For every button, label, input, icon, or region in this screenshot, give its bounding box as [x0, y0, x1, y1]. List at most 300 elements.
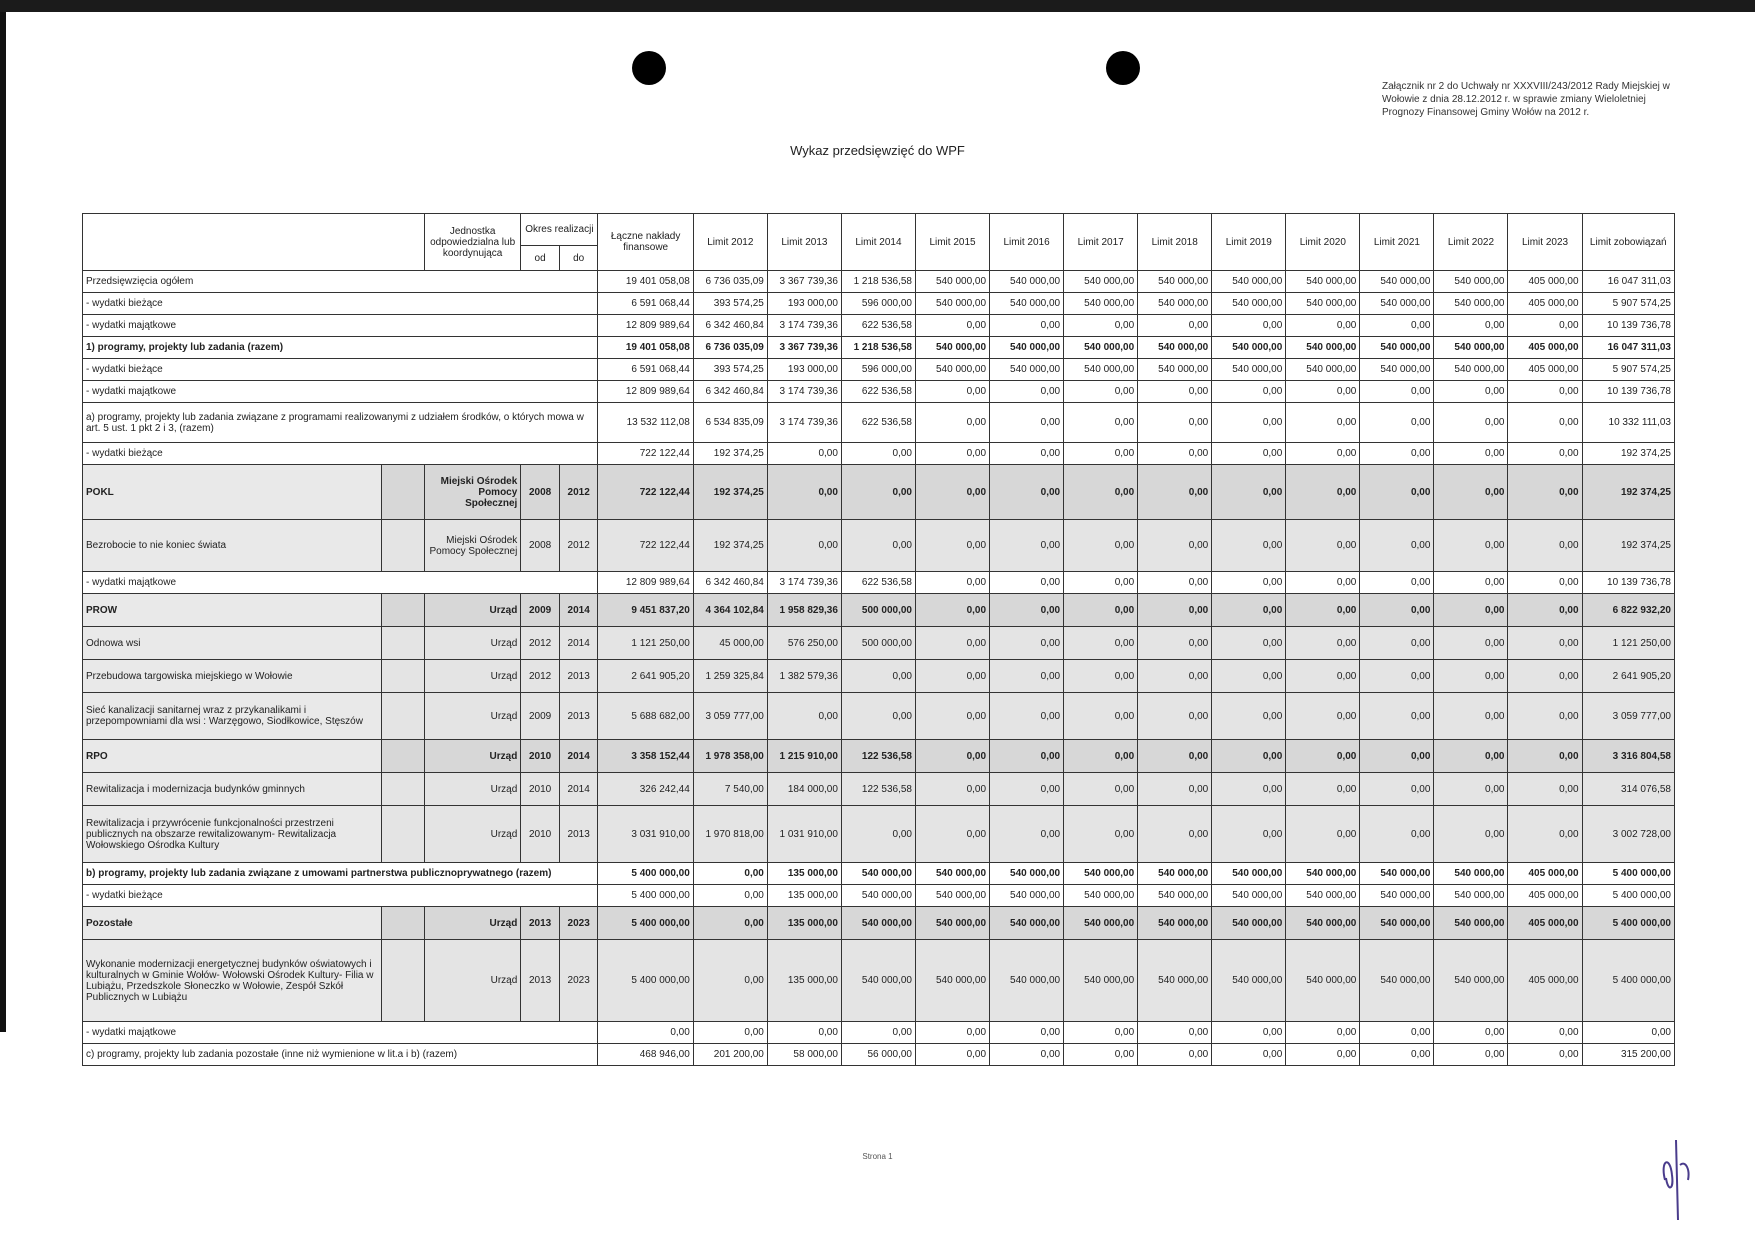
- limit-cell: 405 000,00: [1508, 940, 1582, 1022]
- limit-cell: 0,00: [1434, 1022, 1508, 1044]
- limit-cell: 1 958 829,36: [767, 594, 841, 627]
- limit-cell: 6 342 460,84: [693, 315, 767, 337]
- limit-cell: 122 536,58: [841, 740, 915, 773]
- limit-cell: 0,00: [1064, 627, 1138, 660]
- header-limit-2019: Limit 2019: [1212, 214, 1286, 271]
- limit-cell: 405 000,00: [1508, 271, 1582, 293]
- limit-cell: 4 364 102,84: [693, 594, 767, 627]
- program-name: Pozostałe: [83, 907, 382, 940]
- limit-cell: 122 536,58: [841, 773, 915, 806]
- limit-cell: 0,00: [1212, 1044, 1286, 1066]
- limit-cell: 540 000,00: [915, 337, 989, 359]
- row-label: - wydatki majątkowe: [83, 1022, 598, 1044]
- limit-cell: 540 000,00: [1212, 885, 1286, 907]
- limit-cell: 1 970 818,00: [693, 806, 767, 863]
- limit-cell: 0,00: [1434, 693, 1508, 740]
- project-name: Sieć kanalizacji sanitarnej wraz z przykanalikami i przepompowniami dla wsi : Warzęgowo, Siodłkowice, Stęszów: [83, 693, 382, 740]
- table-row: [83, 271, 1675, 293]
- commit-cell: 16 047 311,03: [1582, 337, 1674, 359]
- limit-cell: 540 000,00: [1286, 885, 1360, 907]
- limit-cell: 596 000,00: [841, 359, 915, 381]
- limit-cell: 0,00: [990, 381, 1064, 403]
- limit-cell: 500 000,00: [841, 594, 915, 627]
- limit-cell: 0,00: [841, 443, 915, 465]
- unit-cell: Miejski Ośrodek Pomocy Społecznej: [424, 465, 520, 520]
- project-name: Wykonanie modernizacji energetycznej budynków oświatowych i kulturalnych w Gminie Wołów- Wołowski Ośrodek Kultury- Filia w Lubiążu, Przedszkole Słoneczko w Wołowie, Zespół Szkół Publicznych w Lubiążu: [83, 940, 382, 1022]
- total-cell: 5 400 000,00: [598, 863, 693, 885]
- limit-cell: 540 000,00: [915, 885, 989, 907]
- limit-cell: 135 000,00: [767, 885, 841, 907]
- limit-cell: 540 000,00: [1064, 863, 1138, 885]
- limit-cell: 0,00: [1434, 594, 1508, 627]
- limit-cell: 0,00: [1434, 403, 1508, 443]
- limit-cell: 540 000,00: [1434, 863, 1508, 885]
- spacer-cell: [382, 940, 425, 1022]
- limit-cell: 0,00: [1508, 773, 1582, 806]
- document-title: Wykaz przedsięwzięć do WPF: [790, 143, 965, 158]
- limit-cell: 0,00: [1286, 1022, 1360, 1044]
- limit-cell: 540 000,00: [1212, 907, 1286, 940]
- total-cell: 3 031 910,00: [598, 806, 693, 863]
- limit-cell: 0,00: [915, 443, 989, 465]
- limit-cell: 540 000,00: [1138, 337, 1212, 359]
- period-from-cell: 2012: [521, 660, 560, 693]
- row-label: 1) programy, projekty lub zadania (razem): [83, 337, 598, 359]
- commit-cell: 16 047 311,03: [1582, 271, 1674, 293]
- limit-cell: 0,00: [1434, 1044, 1508, 1066]
- row-label: - wydatki bieżące: [83, 885, 598, 907]
- total-cell: 3 358 152,44: [598, 740, 693, 773]
- program-name: PROW: [83, 594, 382, 627]
- limit-cell: 192 374,25: [693, 443, 767, 465]
- limit-cell: 0,00: [1138, 627, 1212, 660]
- limit-cell: 1 215 910,00: [767, 740, 841, 773]
- total-cell: 326 242,44: [598, 773, 693, 806]
- commit-cell: 5 400 000,00: [1582, 907, 1674, 940]
- commit-cell: 314 076,58: [1582, 773, 1674, 806]
- header-unit: Jednostka odpowiedzialna lub koordynująca: [424, 214, 520, 271]
- limit-cell: 0,00: [1064, 1022, 1138, 1044]
- limit-cell: 0,00: [1212, 572, 1286, 594]
- spacer-cell: [382, 693, 425, 740]
- limit-cell: 0,00: [1434, 443, 1508, 465]
- limit-cell: 0,00: [1286, 773, 1360, 806]
- limit-cell: 0,00: [1286, 693, 1360, 740]
- table-row: [83, 627, 1675, 660]
- limit-cell: 0,00: [693, 940, 767, 1022]
- limit-cell: 0,00: [1064, 403, 1138, 443]
- limit-cell: 540 000,00: [1434, 293, 1508, 315]
- header-to: do: [559, 246, 598, 271]
- limit-cell: 0,00: [915, 572, 989, 594]
- table-row: [83, 940, 1675, 1022]
- limit-cell: 0,00: [990, 594, 1064, 627]
- limit-cell: 0,00: [1138, 806, 1212, 863]
- limit-cell: 540 000,00: [841, 940, 915, 1022]
- limit-cell: 540 000,00: [1360, 885, 1434, 907]
- limit-cell: 192 374,25: [693, 520, 767, 572]
- commit-cell: 5 400 000,00: [1582, 885, 1674, 907]
- row-label: - wydatki bieżące: [83, 359, 598, 381]
- limit-cell: 0,00: [1286, 660, 1360, 693]
- commit-cell: 3 316 804,58: [1582, 740, 1674, 773]
- signature-mark: [1650, 1120, 1710, 1220]
- period-to-cell: 2013: [559, 806, 598, 863]
- header-limit-2020: Limit 2020: [1286, 214, 1360, 271]
- limit-cell: 0,00: [1138, 381, 1212, 403]
- commit-cell: 5 400 000,00: [1582, 940, 1674, 1022]
- commit-cell: 6 822 932,20: [1582, 594, 1674, 627]
- project-name: Rewitalizacja i modernizacja budynków gminnych: [83, 773, 382, 806]
- period-to-cell: 2013: [559, 660, 598, 693]
- limit-cell: 3 174 739,36: [767, 572, 841, 594]
- punch-hole-left: [632, 51, 666, 85]
- limit-cell: 56 000,00: [841, 1044, 915, 1066]
- period-to-cell: 2012: [559, 465, 598, 520]
- limit-cell: 0,00: [1138, 443, 1212, 465]
- total-cell: 5 400 000,00: [598, 940, 693, 1022]
- limit-cell: 3 174 739,36: [767, 381, 841, 403]
- limit-cell: 0,00: [1138, 693, 1212, 740]
- limit-cell: 0,00: [1360, 520, 1434, 572]
- limit-cell: 0,00: [1508, 806, 1582, 863]
- limit-cell: 405 000,00: [1508, 885, 1582, 907]
- limit-cell: 0,00: [1360, 1044, 1434, 1066]
- limit-cell: 540 000,00: [1212, 359, 1286, 381]
- header-limit-2014: Limit 2014: [841, 214, 915, 271]
- limit-cell: 0,00: [1360, 740, 1434, 773]
- limit-cell: 0,00: [1508, 693, 1582, 740]
- limit-cell: 0,00: [841, 520, 915, 572]
- total-cell: 6 591 068,44: [598, 293, 693, 315]
- commit-cell: 2 641 905,20: [1582, 660, 1674, 693]
- program-name: POKL: [83, 465, 382, 520]
- limit-cell: 0,00: [1138, 740, 1212, 773]
- limit-cell: 0,00: [1360, 572, 1434, 594]
- unit-cell: Urząd: [424, 773, 520, 806]
- limit-cell: 0,00: [1064, 693, 1138, 740]
- limit-cell: 1 978 358,00: [693, 740, 767, 773]
- period-to-cell: 2014: [559, 773, 598, 806]
- limit-cell: 0,00: [1064, 520, 1138, 572]
- limit-cell: 0,00: [1286, 381, 1360, 403]
- limit-cell: 540 000,00: [1360, 293, 1434, 315]
- limit-cell: 0,00: [1508, 403, 1582, 443]
- limit-cell: 135 000,00: [767, 907, 841, 940]
- limit-cell: 135 000,00: [767, 940, 841, 1022]
- limit-cell: 0,00: [1212, 465, 1286, 520]
- total-cell: 468 946,00: [598, 1044, 693, 1066]
- limit-cell: 540 000,00: [1434, 940, 1508, 1022]
- total-cell: 12 809 989,64: [598, 572, 693, 594]
- spacer-cell: [382, 627, 425, 660]
- header-limit-2016: Limit 2016: [990, 214, 1064, 271]
- limit-cell: 0,00: [1286, 627, 1360, 660]
- unit-cell: Urząd: [424, 660, 520, 693]
- table-row: [83, 443, 1675, 465]
- limit-cell: 540 000,00: [1138, 885, 1212, 907]
- limit-cell: 0,00: [915, 520, 989, 572]
- project-name: Rewitalizacja i przywrócenie funkcjonalności przestrzeni publicznych na obszarze rewitalizowanym- Rewitalizacja Wołowskiego Ośrodka Kultury: [83, 806, 382, 863]
- limit-cell: 540 000,00: [1064, 271, 1138, 293]
- limit-cell: 0,00: [1138, 773, 1212, 806]
- limit-cell: 6 736 035,09: [693, 337, 767, 359]
- limit-cell: 0,00: [990, 693, 1064, 740]
- limit-cell: 0,00: [1064, 465, 1138, 520]
- limit-cell: 540 000,00: [1286, 863, 1360, 885]
- table-row: [83, 337, 1675, 359]
- limit-cell: 0,00: [1212, 740, 1286, 773]
- limit-cell: 540 000,00: [841, 885, 915, 907]
- limit-cell: 0,00: [693, 863, 767, 885]
- total-cell: 722 122,44: [598, 465, 693, 520]
- limit-cell: 0,00: [1212, 1022, 1286, 1044]
- unit-cell: Miejski Ośrodek Pomocy Społecznej: [424, 520, 520, 572]
- limit-cell: 6 342 460,84: [693, 572, 767, 594]
- limit-cell: 0,00: [1508, 627, 1582, 660]
- limit-cell: 540 000,00: [1286, 359, 1360, 381]
- row-label: a) programy, projekty lub zadania związane z programami realizowanymi z udziałem środków, o których mowa w art. 5 ust. 1 pkt 2 i 3, (razem): [83, 403, 598, 443]
- limit-cell: 540 000,00: [1434, 337, 1508, 359]
- commit-cell: 10 139 736,78: [1582, 315, 1674, 337]
- header-limit-2023: Limit 2023: [1508, 214, 1582, 271]
- header-from: od: [521, 246, 560, 271]
- header-limit-2015: Limit 2015: [915, 214, 989, 271]
- limit-cell: 0,00: [841, 660, 915, 693]
- limit-cell: 0,00: [1286, 572, 1360, 594]
- commit-cell: 5 400 000,00: [1582, 863, 1674, 885]
- limit-cell: 0,00: [1360, 773, 1434, 806]
- limit-cell: 540 000,00: [915, 271, 989, 293]
- header-limit-2013: Limit 2013: [767, 214, 841, 271]
- row-label: - wydatki majątkowe: [83, 572, 598, 594]
- limit-cell: 0,00: [1434, 520, 1508, 572]
- limit-cell: 0,00: [767, 443, 841, 465]
- limit-cell: 540 000,00: [841, 863, 915, 885]
- limit-cell: 0,00: [1434, 660, 1508, 693]
- total-cell: 12 809 989,64: [598, 315, 693, 337]
- unit-cell: Urząd: [424, 594, 520, 627]
- limit-cell: 0,00: [1286, 465, 1360, 520]
- limit-cell: 0,00: [1212, 381, 1286, 403]
- limit-cell: 0,00: [1508, 1044, 1582, 1066]
- commit-cell: 1 121 250,00: [1582, 627, 1674, 660]
- spacer-cell: [382, 660, 425, 693]
- limit-cell: 500 000,00: [841, 627, 915, 660]
- limit-cell: 0,00: [1360, 594, 1434, 627]
- limit-cell: 622 536,58: [841, 315, 915, 337]
- table-row: [83, 885, 1675, 907]
- limit-cell: 0,00: [1434, 315, 1508, 337]
- header-empty: [83, 214, 425, 271]
- limit-cell: 0,00: [990, 465, 1064, 520]
- limit-cell: 0,00: [1212, 693, 1286, 740]
- commit-cell: 10 139 736,78: [1582, 572, 1674, 594]
- limit-cell: 0,00: [1138, 520, 1212, 572]
- limit-cell: 596 000,00: [841, 293, 915, 315]
- commit-cell: 192 374,25: [1582, 465, 1674, 520]
- limit-cell: 0,00: [1138, 403, 1212, 443]
- limit-cell: 0,00: [1212, 806, 1286, 863]
- limit-cell: 540 000,00: [990, 940, 1064, 1022]
- period-to-cell: 2014: [559, 740, 598, 773]
- limit-cell: 0,00: [990, 315, 1064, 337]
- punch-hole-right: [1106, 51, 1140, 85]
- limit-cell: 0,00: [915, 1022, 989, 1044]
- limit-cell: 0,00: [915, 1044, 989, 1066]
- limit-cell: 0,00: [915, 381, 989, 403]
- limit-cell: 0,00: [1508, 1022, 1582, 1044]
- limit-cell: 0,00: [1138, 315, 1212, 337]
- limit-cell: 0,00: [915, 660, 989, 693]
- limit-cell: 0,00: [693, 1022, 767, 1044]
- limit-cell: 0,00: [990, 520, 1064, 572]
- period-to-cell: 2023: [559, 907, 598, 940]
- spacer-cell: [382, 520, 425, 572]
- limit-cell: 0,00: [1286, 443, 1360, 465]
- limit-cell: 540 000,00: [990, 293, 1064, 315]
- period-to-cell: 2014: [559, 594, 598, 627]
- limit-cell: 0,00: [1212, 443, 1286, 465]
- limit-cell: 540 000,00: [1138, 907, 1212, 940]
- limit-cell: 0,00: [1286, 740, 1360, 773]
- commit-cell: 5 907 574,25: [1582, 359, 1674, 381]
- total-cell: 0,00: [598, 1022, 693, 1044]
- limit-cell: 0,00: [1064, 381, 1138, 403]
- limit-cell: 0,00: [767, 693, 841, 740]
- limit-cell: 0,00: [1138, 660, 1212, 693]
- limit-cell: 0,00: [1360, 660, 1434, 693]
- limit-cell: 45 000,00: [693, 627, 767, 660]
- limit-cell: 0,00: [1508, 465, 1582, 520]
- period-from-cell: 2010: [521, 806, 560, 863]
- header-commit: Limit zobowiązań: [1582, 214, 1674, 271]
- limit-cell: 193 000,00: [767, 359, 841, 381]
- limit-cell: 540 000,00: [990, 907, 1064, 940]
- limit-cell: 0,00: [990, 773, 1064, 806]
- header-limit-2022: Limit 2022: [1434, 214, 1508, 271]
- program-name: RPO: [83, 740, 382, 773]
- table-row: [83, 293, 1675, 315]
- limit-cell: 0,00: [693, 907, 767, 940]
- total-cell: 12 809 989,64: [598, 381, 693, 403]
- unit-cell: Urząd: [424, 907, 520, 940]
- limit-cell: 540 000,00: [1360, 271, 1434, 293]
- limit-cell: 540 000,00: [1360, 337, 1434, 359]
- period-from-cell: 2012: [521, 627, 560, 660]
- limit-cell: 6 736 035,09: [693, 271, 767, 293]
- total-cell: 19 401 058,08: [598, 337, 693, 359]
- limit-cell: 540 000,00: [1212, 863, 1286, 885]
- limit-cell: 540 000,00: [1286, 940, 1360, 1022]
- limit-cell: 540 000,00: [915, 940, 989, 1022]
- unit-cell: Urząd: [424, 806, 520, 863]
- limit-cell: 0,00: [1508, 520, 1582, 572]
- limit-cell: 1 259 325,84: [693, 660, 767, 693]
- limit-cell: 540 000,00: [1212, 337, 1286, 359]
- limit-cell: 0,00: [1138, 572, 1212, 594]
- total-cell: 9 451 837,20: [598, 594, 693, 627]
- limit-cell: 0,00: [915, 594, 989, 627]
- total-cell: 1 121 250,00: [598, 627, 693, 660]
- limit-cell: 540 000,00: [1286, 337, 1360, 359]
- spacer-cell: [382, 740, 425, 773]
- limit-cell: 540 000,00: [1064, 885, 1138, 907]
- limit-cell: 0,00: [1360, 403, 1434, 443]
- limit-cell: 0,00: [990, 806, 1064, 863]
- unit-cell: Urząd: [424, 693, 520, 740]
- period-to-cell: 2023: [559, 940, 598, 1022]
- limit-cell: 540 000,00: [990, 885, 1064, 907]
- period-from-cell: 2013: [521, 907, 560, 940]
- limit-cell: 540 000,00: [1360, 359, 1434, 381]
- limit-cell: 0,00: [1212, 773, 1286, 806]
- limit-cell: 540 000,00: [1064, 907, 1138, 940]
- period-to-cell: 2012: [559, 520, 598, 572]
- limit-cell: 0,00: [1434, 572, 1508, 594]
- limit-cell: 184 000,00: [767, 773, 841, 806]
- total-cell: 5 688 682,00: [598, 693, 693, 740]
- limit-cell: 0,00: [1064, 315, 1138, 337]
- project-name: Bezrobocie to nie koniec świata: [83, 520, 382, 572]
- header-limit-2021: Limit 2021: [1360, 214, 1434, 271]
- commit-cell: 10 139 736,78: [1582, 381, 1674, 403]
- header-limit-2012: Limit 2012: [693, 214, 767, 271]
- limit-cell: 540 000,00: [1138, 940, 1212, 1022]
- limit-cell: 540 000,00: [915, 293, 989, 315]
- limit-cell: 58 000,00: [767, 1044, 841, 1066]
- total-cell: 722 122,44: [598, 443, 693, 465]
- header-total: Łączne nakłady finansowe: [598, 214, 693, 271]
- limit-cell: 0,00: [1064, 660, 1138, 693]
- page-number: Strona 1: [862, 1152, 893, 1161]
- commit-cell: 3 002 728,00: [1582, 806, 1674, 863]
- period-from-cell: 2009: [521, 693, 560, 740]
- table-row: [83, 907, 1675, 940]
- limit-cell: 0,00: [1212, 627, 1286, 660]
- limit-cell: 540 000,00: [1360, 863, 1434, 885]
- attachment-note: Załącznik nr 2 do Uchwały nr XXXVIII/243/2012 Rady Miejskiej w Wołowie z dnia 28.12.2012 r. w sprawie zmiany Wieloletniej Prognozy Finansowej Gminy Wołów na 2012 r.: [1382, 81, 1670, 118]
- limit-cell: 0,00: [915, 740, 989, 773]
- limit-cell: 393 574,25: [693, 359, 767, 381]
- limit-cell: 0,00: [1508, 740, 1582, 773]
- commit-cell: 5 907 574,25: [1582, 293, 1674, 315]
- limit-cell: 540 000,00: [990, 337, 1064, 359]
- limit-cell: 0,00: [1434, 806, 1508, 863]
- limit-cell: 0,00: [990, 572, 1064, 594]
- project-name: Przebudowa targowiska miejskiego w Wołowie: [83, 660, 382, 693]
- limit-cell: 0,00: [841, 465, 915, 520]
- limit-cell: 0,00: [1064, 572, 1138, 594]
- limit-cell: 192 374,25: [693, 465, 767, 520]
- limit-cell: 0,00: [915, 627, 989, 660]
- limit-cell: 540 000,00: [1138, 293, 1212, 315]
- limit-cell: 6 342 460,84: [693, 381, 767, 403]
- limit-cell: 0,00: [990, 403, 1064, 443]
- scan-top-border: [0, 0, 1755, 12]
- project-name: Odnowa wsi: [83, 627, 382, 660]
- limit-cell: 0,00: [1360, 693, 1434, 740]
- unit-cell: Urząd: [424, 740, 520, 773]
- limit-cell: 0,00: [1508, 315, 1582, 337]
- limit-cell: 540 000,00: [1434, 907, 1508, 940]
- limit-cell: 0,00: [1064, 740, 1138, 773]
- limit-cell: 0,00: [1064, 773, 1138, 806]
- limit-cell: 540 000,00: [990, 863, 1064, 885]
- total-cell: 5 400 000,00: [598, 885, 693, 907]
- limit-cell: 0,00: [1286, 594, 1360, 627]
- period-from-cell: 2013: [521, 940, 560, 1022]
